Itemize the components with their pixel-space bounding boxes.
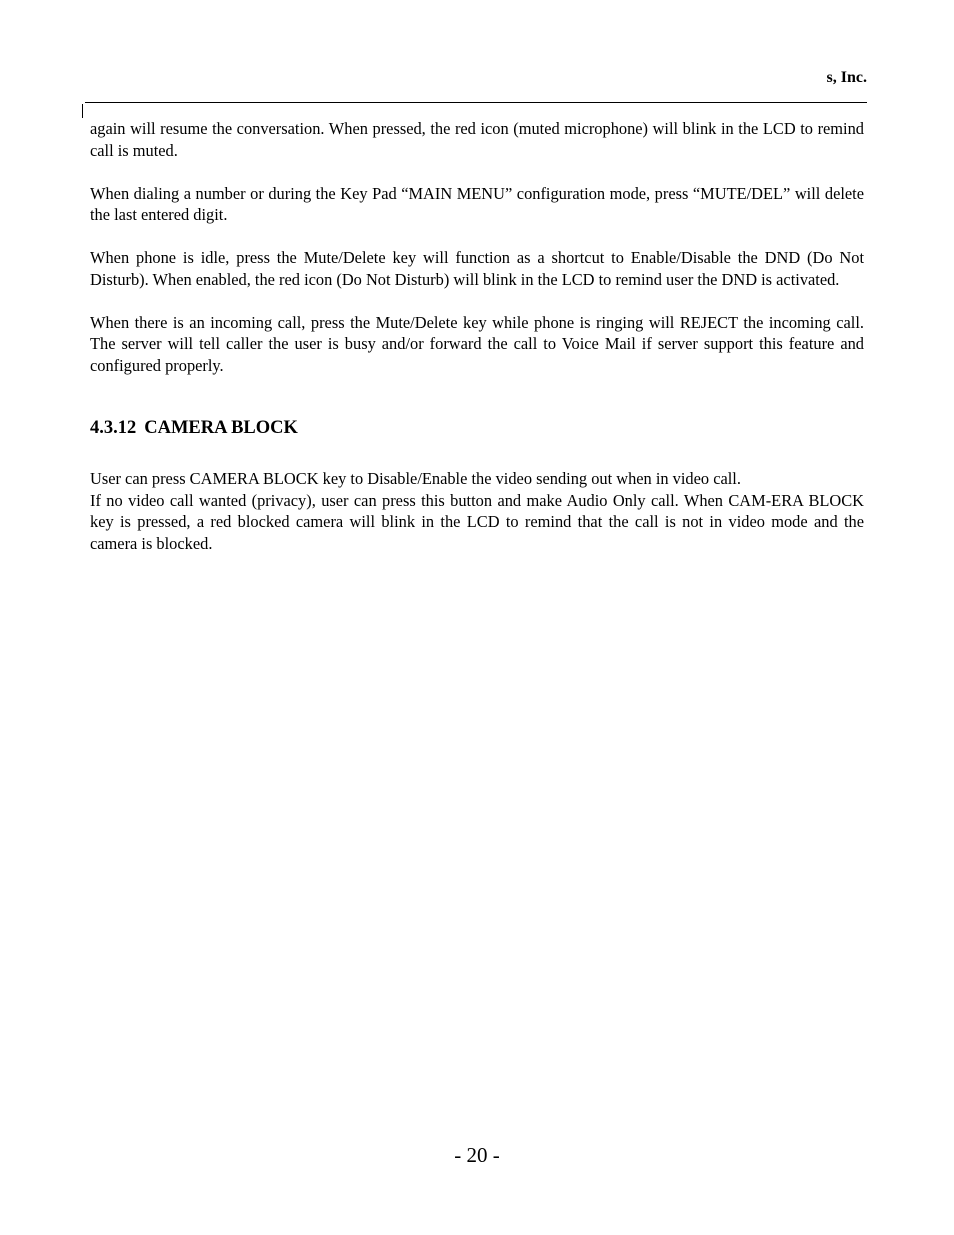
page-number: - 20 - <box>454 1143 500 1167</box>
body-paragraph-mute-delete-digit: When dialing a number or during the Key Pad “MAIN MENU” configuration mode, press “MUTE/DEL” will delete the last entered digit. <box>90 183 864 224</box>
page-content <box>90 118 864 554</box>
header-company-name: s, Inc. <box>826 69 867 86</box>
body-paragraph-dnd-shortcut: When phone is idle, press the Mute/Delete key will function as a shortcut to Enable/Disable the DND (Do Not Disturb). When enabled, the red icon (Do Not Disturb) will blink in the LCD to remind user the DND is activated. <box>90 248 864 289</box>
body-paragraph-reject-call: When there is an incoming call, press the Mute/Delete key while phone is ringing will REJECT the incoming call. The server will tell caller the user is busy and/or forward the call to Voice Mail if server support this feature and configured properly. <box>90 312 864 375</box>
section-number: 4.3.12 <box>90 418 137 438</box>
section-title: CAMERA BLOCK <box>144 418 298 438</box>
header-rule <box>85 102 867 103</box>
section-heading <box>90 416 864 440</box>
section-paragraph-camera-privacy: If no video call wanted (privacy), user can press this button and make Audio Only call. When CAM-ERA BLOCK key is pressed, a red blocked camera will blink in the LCD to remind that the call is not in video mode and the camera is blocked. <box>90 490 864 553</box>
section-paragraph-camera-toggle: User can press CAMERA BLOCK key to Disable/Enable the video sending out when in video call. <box>90 469 741 488</box>
change-bar <box>82 104 83 118</box>
body-paragraph-mute-resume: again will resume the conversation. When pressed, the red icon (muted microphone) will blink in the LCD to remind call is muted. <box>90 119 864 160</box>
